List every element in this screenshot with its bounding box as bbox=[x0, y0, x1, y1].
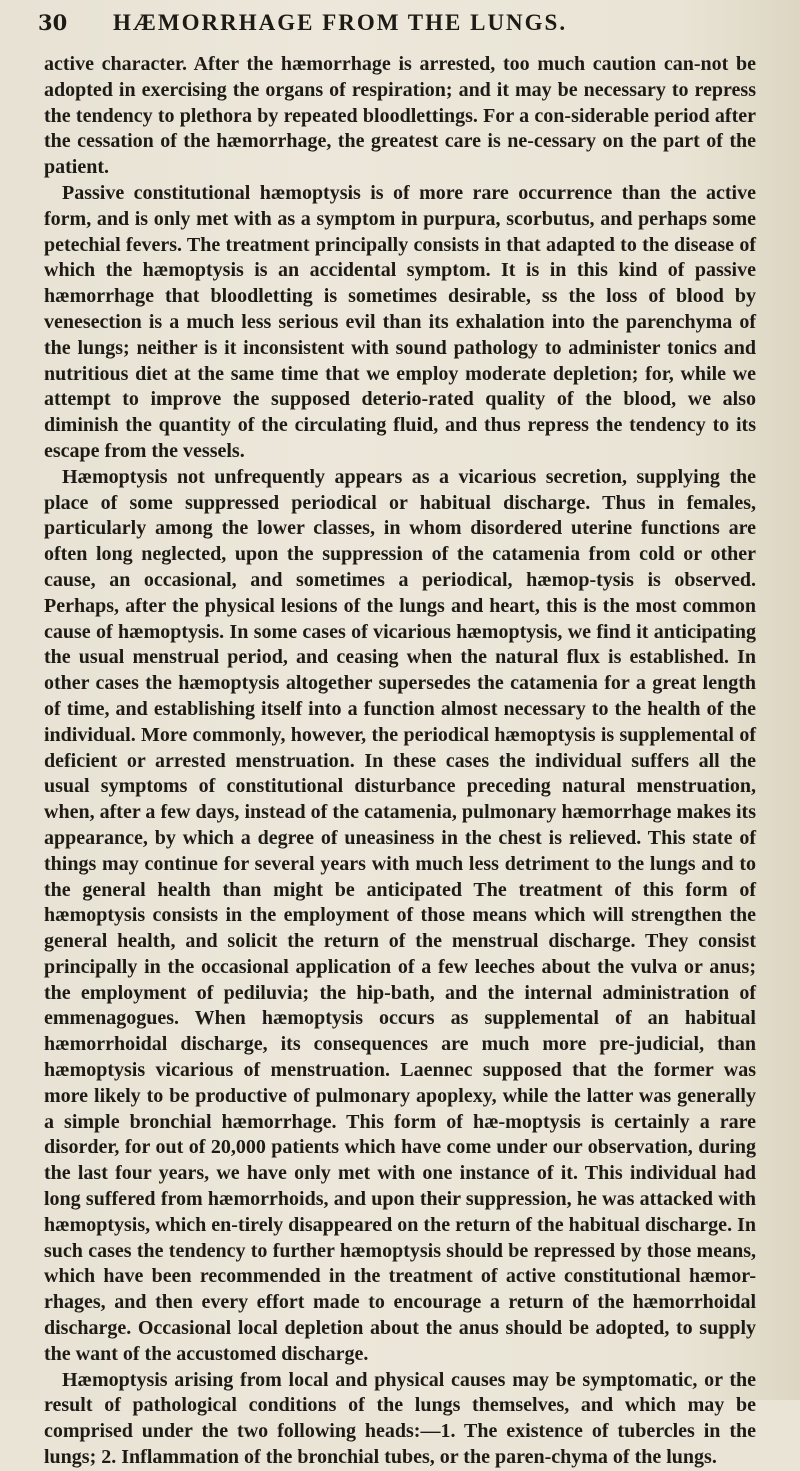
body-text bbox=[44, 52, 756, 1471]
running-head: HÆMORRHAGE FROM THE LUNGS. bbox=[113, 10, 568, 35]
paragraph-3: Hæmoptysis not unfrequently appears as a vicarious secretion, supplying the place of some suppressed periodical or habitual discharge. Thus in females, particularly among the lower classes, in whom disordered uterine functions are often long neglected, upon the suppression of the catamenia from cold or other cause, an occasional, and sometimes a periodical, hæmop-tysis is observed. Perhaps, after the physical lesions of the lungs and heart, this is the most common cause of hæmoptysis. In some cases of vicarious hæmoptysis, we find it anticipating the usual menstrual period, and ceasing when the natural flux is established. In other cases the hæmoptysis altogether supersedes the catamenia for a great length of time, and establishing itself into a function almost necessary to the health of the individual. More commonly, however, the periodical hæmoptysis is supplemental of deficient or arrested menstruation. In these cases the individual suffers all the usual symptoms of constitutional disturbance preceding natural menstruation, when, after a few days, instead of the catamenia, pulmonary hæmorrhage makes its appearance, by which a degree of uneasiness in the chest is relieved. This state of things may continue for several years with much less detriment to the lungs and to the general health than might be anticipated The treatment of this form of hæmoptysis consists in the employment of those means which will strengthen the general health, and solicit the return of the menstrual discharge. They consist principally in the occasional application of a few leeches about the vulva or anus; the employment of pediluvia; the hip-bath, and the internal administration of emmenagogues. When hæmoptysis occurs as supplemental of an habitual hæmorrhoidal discharge, its consequences are much more pre-judicial, than hæmoptysis vicarious of menstruation. Laennec supposed that the former was more likely to be productive of pulmonary apoplexy, while the latter was generally a simple bronchial hæmorrhage. This form of hæ-moptysis is certainly a rare disorder, for out of 20,000 patients which have come under our observation, during the last four years, we have only met with one instance of it. This individual had long suffered from hæmorrhoids, and upon their suppression, he was attacked with hæmoptysis, which en-tirely disappeared on the return of the habitual discharge. In such cases the tendency to further hæmoptysis should be repressed by those means, which have been recommended in the treatment of active constitutional hæmor-rhages, and then every effort made to encourage a return of the hæmorrhoidal discharge. Occasional local depletion about the anus should be adopted, to supply the want of the accustomed discharge. bbox=[44, 465, 756, 1365]
paragraph-4: Hæmoptysis arising from local and physical causes may be symptomatic, or the result of pathological conditions of the lungs themselves, and which may be comprised under the two following heads:—1. The existence of tubercles in the lungs; 2. Inflammation of the bronchial tubes, or the paren-chyma of the lungs. bbox=[44, 1368, 756, 1469]
paragraph-1: active character. After the hæmorrhage is arrested, too much caution can-not be adopted in exercising the organs of respiration; and it may be necessary to repress the tendency to plethora by repeated bloodlettings. For a con-siderable period after the cessation of the hæmorrhage, the greatest care is ne-cessary on the part of the patient. bbox=[44, 53, 756, 179]
page-header bbox=[38, 10, 758, 50]
paragraph-2: Passive constitutional hæmoptysis is of more rare occurrence than the active form, and is only met with as a symptom in purpura, scorbutus, and perhaps some petechial fevers. The treatment principally consists in that adapted to the disease of which the hæmoptysis is an accidental symptom. It is in this kind of passive hæmorrhage that bloodletting is sometimes desirable, ss the loss of blood by venesection is a much less serious evil than its exhalation into the parenchyma of the lungs; neither is it inconsistent with sound pathology to administer tonics and nutritious diet at the same time that we employ moderate depletion; for, while we attempt to improve the supposed deterio-rated quality of the blood, we also diminish the quantity of the circulating fluid, and thus repress the tendency to its escape from the vessels. bbox=[44, 181, 756, 462]
page-number: 30 bbox=[38, 10, 68, 35]
